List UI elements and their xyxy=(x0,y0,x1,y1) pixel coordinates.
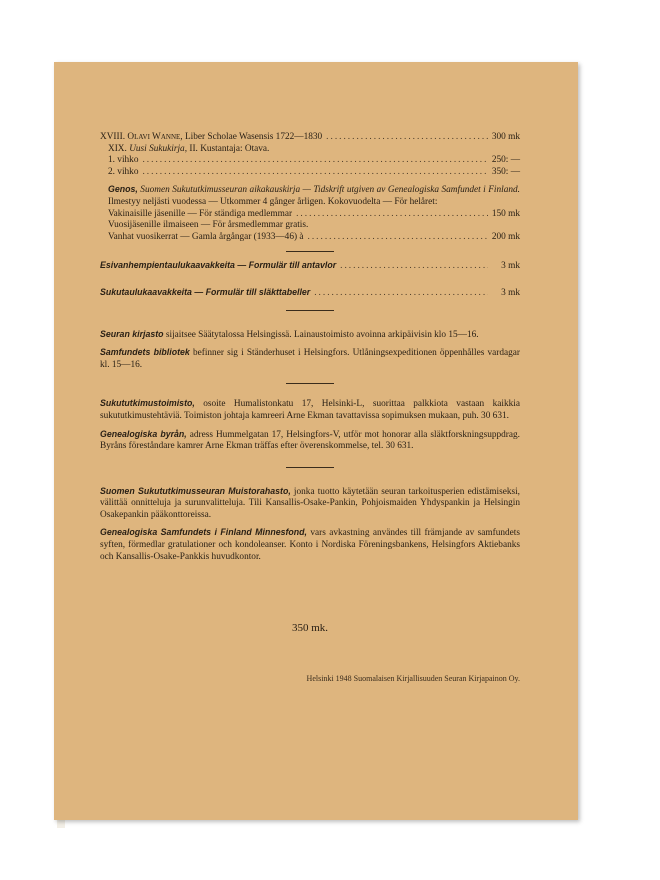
section-divider xyxy=(286,310,334,311)
fund-text: vars avkastning användes till främjande av samfundets syften, förmedlar gratulationer och kondoleanser. Konto i Nordiska Föreningsbankens, Helsingfors Aktiebanks och Kansallis-Osake-Pankkis huvudkontor. xyxy=(100,528,520,562)
rate-label: Vakinaisille jäsenille — För ständiga medlemmar xyxy=(108,208,293,219)
library-fi xyxy=(100,329,520,342)
total-price: 350 mk. xyxy=(291,622,329,635)
rate-label: Vuosijäsenille ilmaiseen — För årsmedlemmar gratis. xyxy=(108,220,309,231)
series-item-18 xyxy=(100,132,520,144)
leader-dots xyxy=(326,132,488,144)
part-item xyxy=(100,167,520,179)
section-divider xyxy=(286,251,334,252)
series-item-19 xyxy=(100,144,520,156)
library-lead: Samfundets bibliotek xyxy=(100,347,190,358)
form-label: Esivanhempientaulukaavakkeita — Formulär till antavlor xyxy=(100,260,337,271)
section-divider xyxy=(286,383,334,384)
item-number: XIX. xyxy=(108,143,127,154)
form-price: 3 mk xyxy=(501,261,520,272)
leader-dots xyxy=(296,209,488,221)
fund-text: jonka tuotto käytetään seuran tarkoitusperien edistämiseksi, välittää onnitteluja ja surunvalitteluja. Tili Kansallis-Osake-Pankin, Pohjoismaiden Yhdyspankin ja Helsingin Osakepankin pääkonttoreissa. xyxy=(100,486,520,520)
office-lead: Sukututkimustoimisto, xyxy=(100,398,195,409)
genos-description xyxy=(100,184,520,208)
genos-rate xyxy=(100,209,520,221)
part-label: 1. vihko xyxy=(108,155,139,166)
library-text: sijaitsee Säätytalossa Helsingissä. Lainaustoimisto avoinna arkipäivisin klo 15—16. xyxy=(165,329,479,340)
part-item xyxy=(100,155,520,167)
item-publisher: II. Kustantaja: Otava. xyxy=(189,143,270,154)
item-number: XVIII. xyxy=(100,132,126,142)
form-price: 3 mk xyxy=(501,287,520,298)
leader-dots xyxy=(142,167,487,179)
library-sv xyxy=(100,347,520,371)
printer-imprint: Helsinki 1948 Suomalaisen Kirjallisuuden Seuran Kirjapainon Oy. xyxy=(306,673,520,683)
genos-desc-sv: Tidskrift utgiven av Genealogiska Samfundet i Finland. xyxy=(313,185,520,196)
item-title: Liber Scholae Wasensis 1722—1830 xyxy=(184,132,323,142)
rate-price: 150 mk xyxy=(491,208,520,219)
back-cover-text xyxy=(100,66,520,684)
office-lead: Genealogiska byrån, xyxy=(100,428,187,439)
form-item xyxy=(100,287,520,300)
library-text: befinner sig i Ständerhuset i Helsingfors. Utlåningsexpeditionen öppenhålles vardagar kl. 15—16. xyxy=(100,348,520,370)
office-text: osoite Humalistonkatu 17, Helsinki-L, suorittaa palkkiota vastaan kaikkia sukututkimustehtäviä. Toimiston johtaja kamreeri Arne Ekman tavattavissa sopimuksen mukaan, puh. 30 631. xyxy=(100,399,520,421)
office-sv xyxy=(100,429,520,453)
item-price: 300 mk xyxy=(491,132,520,142)
fund-fi xyxy=(100,486,520,522)
part-label: 2. vihko xyxy=(108,166,139,177)
form-label: Sukutaulukaavakkeita — Formulär till släkttabeller xyxy=(100,286,311,297)
rate-price: 200 mk xyxy=(491,231,520,242)
genos-name: Genos, xyxy=(108,184,138,195)
leader-dots xyxy=(308,232,488,244)
genos-rate xyxy=(100,232,520,244)
genos-rate xyxy=(100,220,520,232)
office-fi xyxy=(100,398,520,422)
item-author: Olavi Wanne, xyxy=(127,132,183,142)
leader-dots xyxy=(340,261,488,273)
section-divider xyxy=(286,467,334,468)
genos-desc-fi: Suomen Sukututkimusseuran aikakauskirja — xyxy=(140,185,311,196)
fund-sv xyxy=(100,527,520,563)
form-item xyxy=(100,260,520,273)
leader-dots xyxy=(142,155,487,167)
library-lead: Seuran kirjasto xyxy=(100,328,164,339)
leader-dots xyxy=(314,288,488,300)
fund-lead: Genealogiska Samfundets i Finland Minnesfond, xyxy=(100,527,307,538)
genos-text: Ilmestyy neljästi vuodessa — Utkommer 4 gånger årligen. Kokovuodelta — För helåret: xyxy=(108,196,438,207)
fund-lead: Suomen Sukututkimusseuran Muistorahasto, xyxy=(100,485,291,496)
item-title: Uusi Sukukirja, xyxy=(129,143,188,154)
part-price: 350: — xyxy=(491,166,520,177)
part-price: 250: — xyxy=(491,155,520,166)
office-text: adress Hummelgatan 17, Helsingfors-V, utför mot honorar alla släktforskningsuppdrag. Byråns föreståndare kamrer Arne Ekman träffas efter överenskommelse, tel. 30 631. xyxy=(100,429,520,452)
rate-label: Vanhat vuosikerrat — Gamla årgångar (1933—46) à xyxy=(108,231,304,242)
